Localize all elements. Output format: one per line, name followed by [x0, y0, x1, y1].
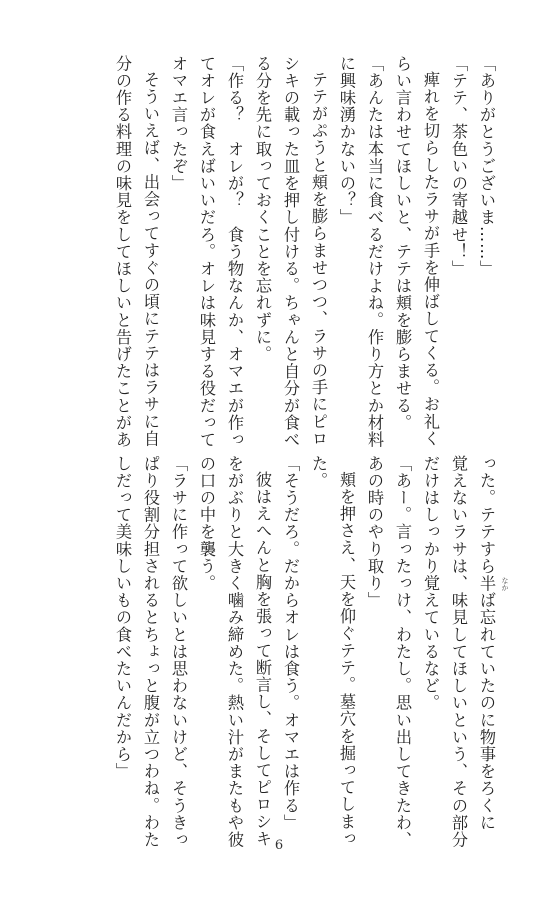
text-line: あの時のやり取り」 [365, 455, 384, 609]
text-line: 「あんたは本当に食べるだけよね。作り方とか材料 [365, 55, 384, 449]
text-line: シキの載った皿を押し付ける。ちゃんと自分が食べ [281, 55, 300, 449]
text-line: 覚えないラサは、味見してほしいという、その部分 [449, 455, 468, 849]
text-fragment: ば忘れていたのに物事をろくに [477, 591, 496, 832]
text-line: 分の作る料理の味見をしてほしいと告げたことがあ [113, 55, 132, 449]
text-line: 「そうだろ。だからオレは食う。オマエは作る」 [281, 455, 300, 832]
text-line: しだって美味しいもの食べたいんだから」 [113, 455, 132, 780]
text-line: そういえば、出会ってすぐの頃にテテはラサに自 [141, 71, 160, 448]
text-line: 「ありがとうございま……」 [477, 55, 496, 278]
text-line: てオレが食えばいいだろ。オレは味見する役だって [197, 55, 216, 449]
text-line: 「あー。言ったっけ、わたし。思い出してきたわ、 [393, 455, 412, 849]
text-line: らい言わせてほしいと、テテは頬を膨らませる。 [393, 55, 412, 432]
ruby-annotation [472, 574, 509, 592]
text-line: る分を先に取っておくことを忘れずに。 [253, 55, 272, 363]
text-fragment: った。テテすら [477, 455, 496, 575]
text-line: の口の中を襲う。 [197, 455, 216, 592]
text-line: た。 [309, 455, 328, 490]
ruby-reading: なか [501, 576, 509, 591]
upper-text-block [70, 55, 500, 449]
text-line: 「作る？ オレが？ 食う物なんか、オマエが作っ [225, 55, 244, 449]
text-line: だけはしっかり覚えているなど。 [421, 455, 440, 712]
text-line: オマエ言ったぞ」 [169, 55, 188, 192]
text-line: 痺れを切らしたラサが手を伸ばしてくる。お礼く [421, 71, 440, 448]
text-line: をがぶりと大きく噛み締めた。熱い汁がまたもや彼 [225, 455, 244, 849]
text-line: テテがぷうと頬を膨らませつつ、ラサの手にピロ [309, 71, 328, 448]
text-line-with-ruby [472, 455, 509, 832]
page-number: 6 [274, 838, 284, 853]
text-line: 彼はえへんと胸を張って断言し、そしてピロシキ [253, 471, 272, 848]
lower-text-block [70, 455, 509, 849]
text-line: に興味湧かないの？」 [337, 55, 356, 226]
text-line: 頬を押さえ、天を仰ぐテテ。墓穴を掘ってしまっ [337, 471, 356, 848]
text-line: ぱり役割分担されるとちょっと腹が立つわね。わた [141, 455, 160, 849]
ruby-base: 半 [477, 574, 496, 592]
text-line: 「ラサに作って欲しいとは思わないけど、そうきっ [169, 455, 188, 849]
text-line: 「テテ、茶色いの寄越せ！」 [449, 55, 468, 278]
